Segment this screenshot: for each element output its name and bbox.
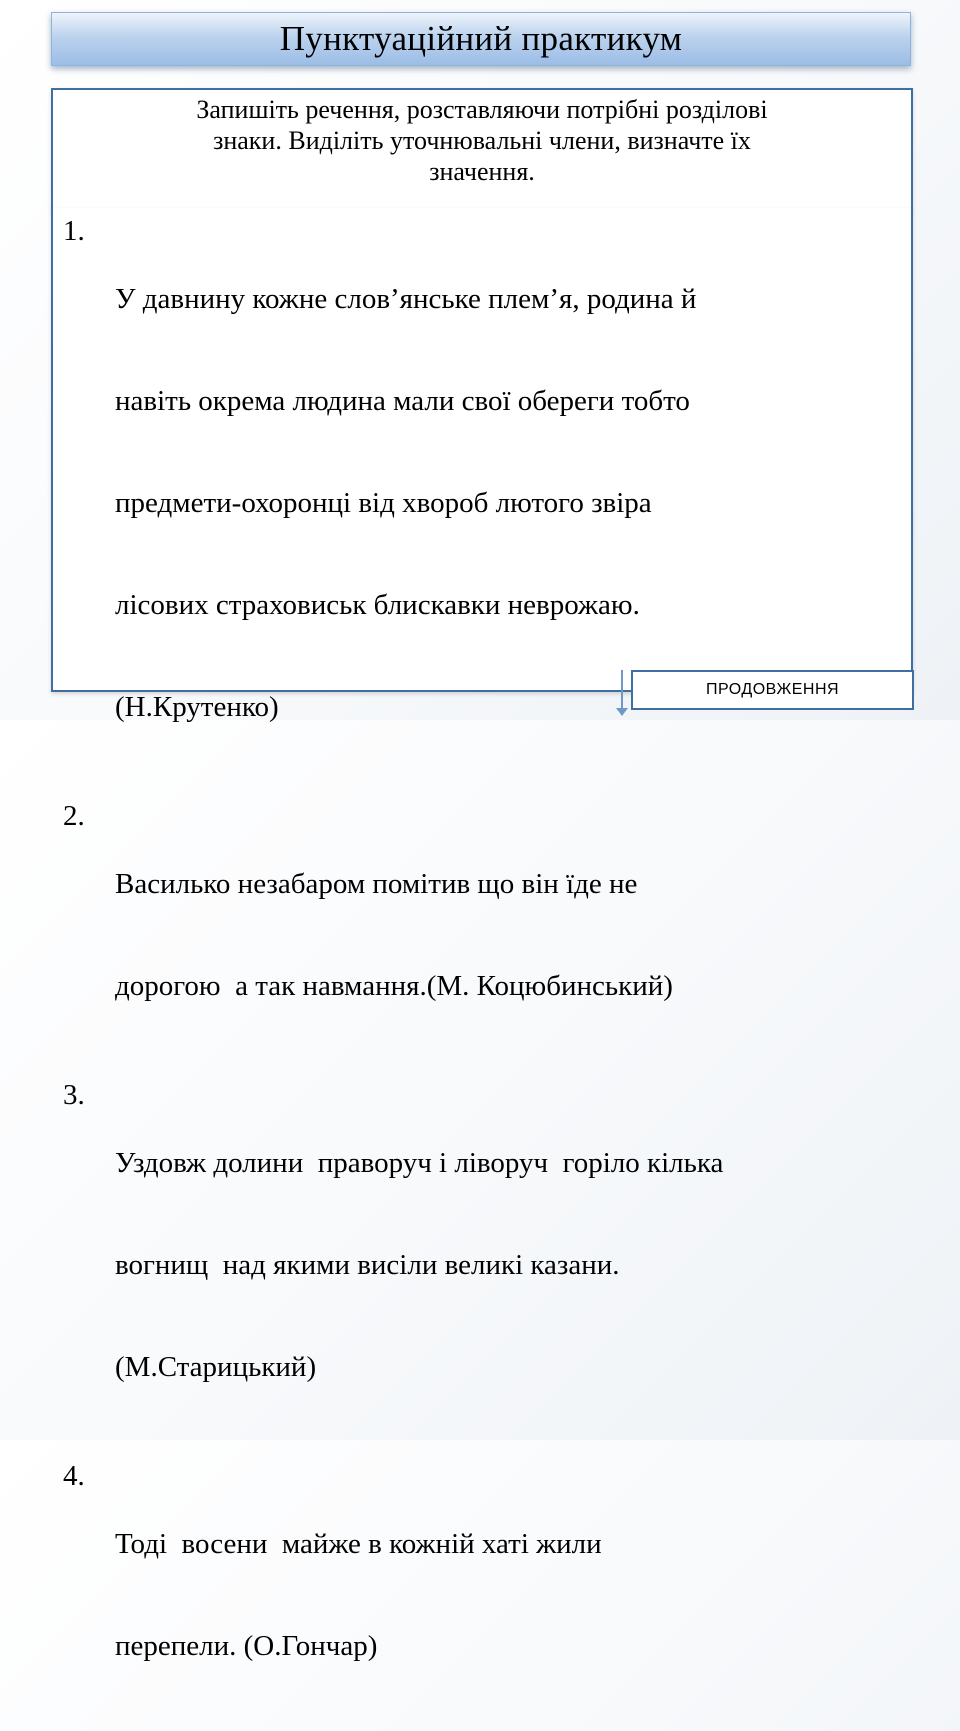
sentence-line: дорогою а так навмання.(М. Коцюбинський) [115, 970, 673, 1002]
list-item [63, 1078, 897, 1452]
slide-title: Пунктуаційний практикум [279, 19, 683, 58]
continue-button-label: ПРОДОВЖЕННЯ [705, 681, 840, 698]
sentence-line: Уздовж долини праворуч і ліворуч горіло кілька [115, 1147, 724, 1179]
sentence-line: (Н.Крутенко) [115, 691, 279, 723]
down-arrow-icon [616, 708, 628, 716]
list-item [63, 799, 897, 1071]
instruction-line-3: значення. [429, 157, 535, 186]
sentence-line: предмети-охоронці від хвороб лютого звіра [115, 487, 652, 519]
sentence-line: (М.Старицький) [115, 1351, 317, 1383]
continue-button[interactable] [631, 670, 914, 710]
sentence-line: навіть окрема людина мали свої обереги тобто [115, 385, 690, 417]
sentence-number: 4. [63, 1460, 85, 1492]
slide-title-bar [51, 12, 911, 66]
sentence-text [115, 1459, 602, 1731]
sentence-line: лісових страховиськ блискавки неврожаю. [115, 589, 640, 621]
sentence-line: перепели. (О.Гончар) [115, 1630, 378, 1662]
sentence-number: 1. [63, 215, 85, 247]
sentence-line: Тоді восени майже в кожній хаті жили [115, 1528, 602, 1560]
instruction-line-2: знаки. Виділіть уточнювальні члени, визначте їх [213, 126, 751, 155]
sentence-line: вогнищ над якими висіли великі казани. [115, 1249, 620, 1281]
instruction-line-1: Запишіть речення, розставляючи потрібні розділові [196, 95, 768, 124]
list-item [63, 1459, 897, 1731]
instruction-box [51, 88, 913, 210]
sentence-number: 2. [63, 800, 85, 832]
sentence-text [115, 1078, 723, 1452]
sentence-text [115, 799, 673, 1071]
sentence-list [63, 214, 897, 1731]
sentence-text [115, 214, 696, 792]
sentence-number: 3. [63, 1079, 85, 1111]
sentence-line: У давнину кожне слов’янське плем’я, родина й [115, 283, 697, 315]
sentence-line: Василько незабаром помітив що він їде не [115, 868, 638, 900]
sentence-list-box [51, 208, 913, 1662]
